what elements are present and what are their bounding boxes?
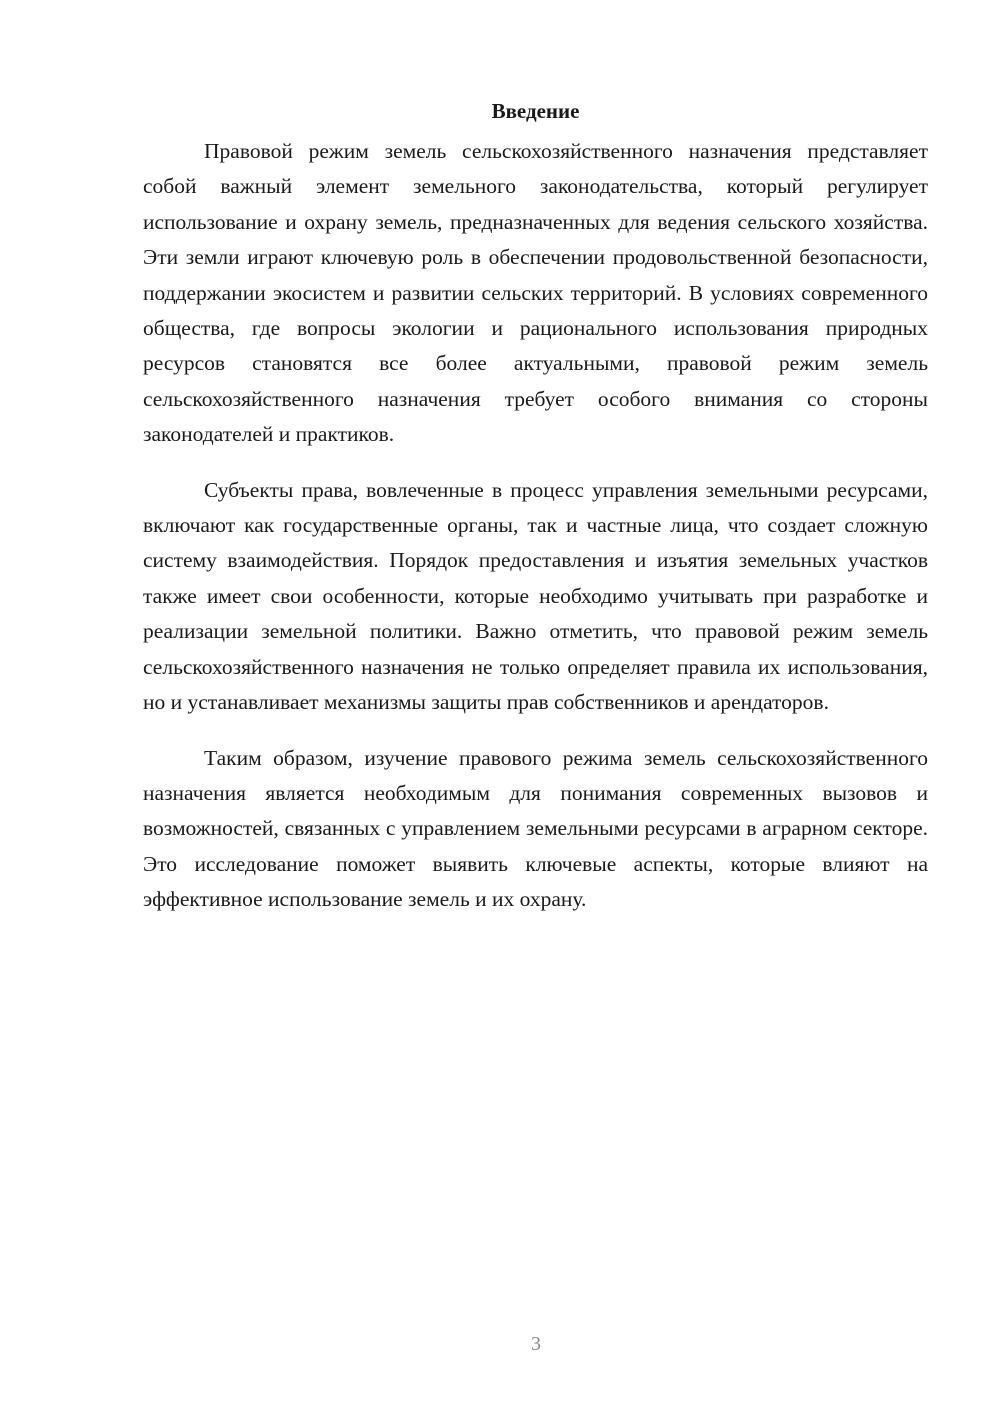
page-title: Введение bbox=[491, 99, 580, 123]
paragraph-1: Правовой режим земель сельскохозяйственного назначения представляет собой важный элемент земельного законодательства, который регулирует использование и охрану земель, предназначенных для ведения сельского хозяйства. Эти земли играют ключевую роль в обеспечении продовольственной безопасности, поддержании экосистем и развитии сельских территорий. В условиях современного общества, где вопросы экологии и рационального использования природных ресурсов становятся все более актуальными, правовой режим земель сельскохозяйственного назначения требует особого внимания со стороны законодателей и практиков. bbox=[143, 139, 928, 447]
page-content bbox=[143, 96, 928, 938]
paragraph-3: Таким образом, изучение правового режима земель сельскохозяйственного назначения является необходимым для понимания современных вызовов и возможностей, связанных с управлением земельными ресурсами в аграрном секторе. Это исследование поможет выявить ключевые аспекты, которые влияют на эффективное использование земель и их охрану. bbox=[143, 745, 928, 912]
paragraph-2: Субъекты права, вовлеченные в процесс управления земельными ресурсами, включают как государственные органы, так и частные лица, что создает сложную систему взаимодействия. Порядок предоставления и изъятия земельных участков также имеет свои особенности, которые необходимо учитывать при разработке и реализации земельной политики. Важно отметить, что правовой режим земель сельскохозяйственного назначения не только определяет правила их использования, но и устанавливает механизмы защиты прав собственников и арендаторов. bbox=[143, 477, 928, 715]
page-number: 3 bbox=[531, 1333, 541, 1355]
